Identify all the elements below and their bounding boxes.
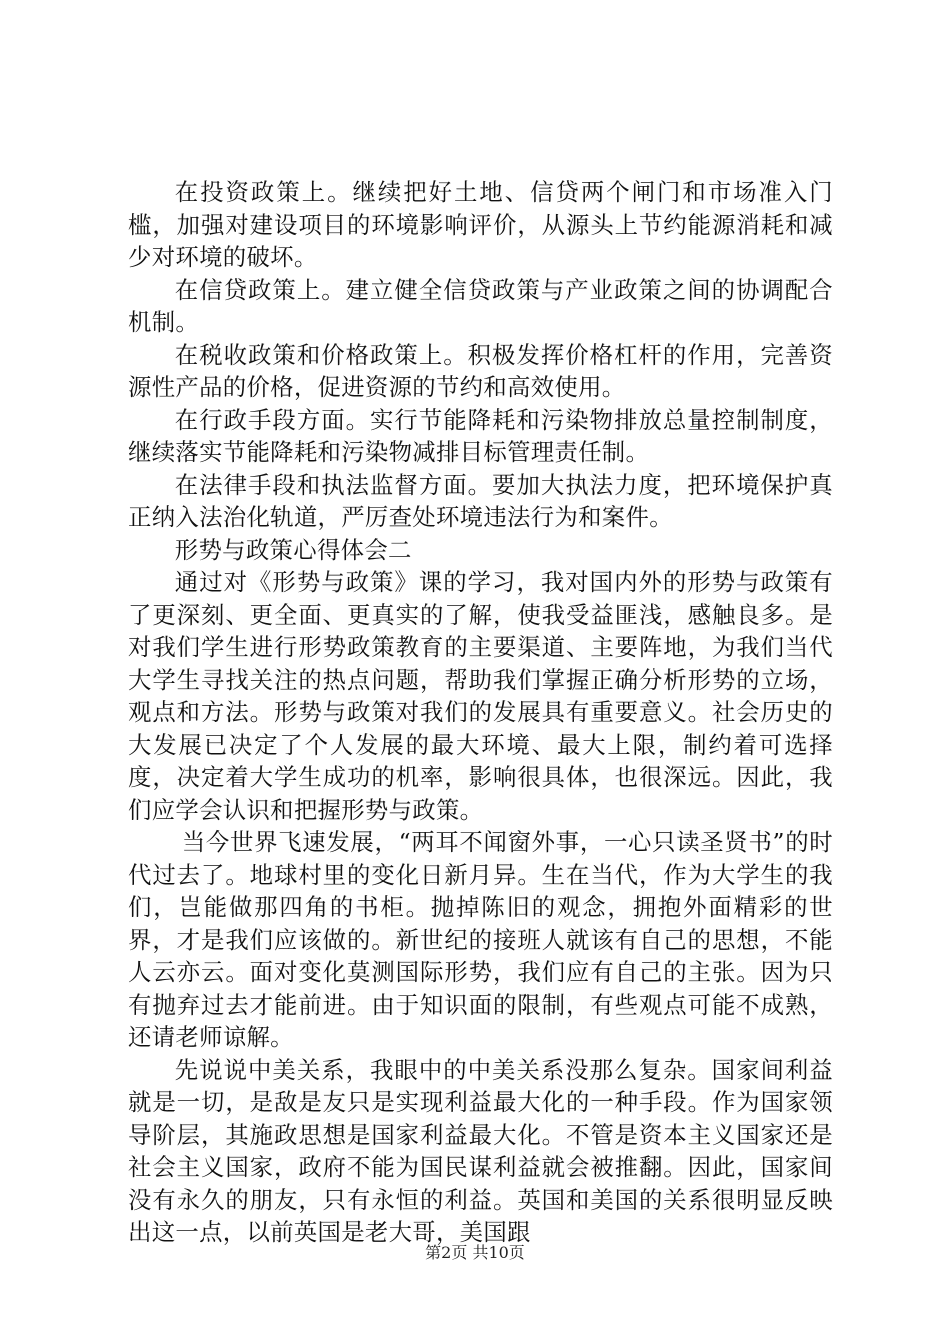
paragraph-tax-price-policy: 在税收政策和价格政策上。积极发挥价格杠杆的作用，完善资源性产品的价格，促进资源的节约和高效使用。 [128,340,833,401]
paragraph-credit-policy: 在信贷政策上。建立健全信贷政策与产业政策之间的协调配合机制。 [128,275,833,336]
document-body [128,176,833,1249]
paragraph-course-study: 通过对《形势与政策》课的学习，我对国内外的形势与政策有了更深刻、更全面、更真实的了解，使我受益匪浅，感触良多。是对我们学生进行形势政策教育的主要渠道、主要阵地，为我们当代大学生寻找关注的热点问题，帮助我们掌握正确分析形势的立场，观点和方法。形势与政策对我们的发展具有重要意义。社会历史的大发展已决定了个人发展的最大环境、最大上限，制约着可选择度，决定着大学生成功的机率，影响很具体，也很深远。因此，我们应学会认识和把握形势与政策。 [128,568,833,824]
paragraph-sino-us-relations: 先说说中美关系，我眼中的中美关系没那么复杂。国家间利益就是一切，是敌是友只是实现利益最大化的一种手段。作为国家领导阶层，其施政思想是国家利益最大化。不管是资本主义国家还是社会主义国家，政府不能为国民谋利益就会被推翻。因此，国家间没有永久的朋友，只有永恒的利益。英国和美国的关系很明显反映出这一点，以前英国是老大哥，美国跟 [128,1055,833,1246]
paragraph-investment-policy: 在投资政策上。继续把好土地、信贷两个闸门和市场准入门槛，加强对建设项目的环境影响评价，从源头上节约能源消耗和减少对环境的破坏。 [128,178,833,271]
paragraph-world-development: 当今世界飞速发展，“两耳不闻窗外事，一心只读圣贤书”的时代过去了。地球村里的变化日新月异。生在当代，作为大学生的我们，岂能做那四角的书柜。抛掉陈旧的观念，拥抱外面精彩的世界，才是我们应该做的。新世纪的接班人就该有自己的思想，不能人云亦云。面对变化莫测国际形势，我们应有自己的主张。因为只有抛弃过去才能前进。由于知识面的限制，有些观点可能不成熟，还请老师谅解。 [128,828,833,1051]
paragraph-administrative-means: 在行政手段方面。实行节能降耗和污染物排放总量控制制度，继续落实节能降耗和污染物减排目标管理责任制。 [128,405,833,466]
paragraph-legal-means: 在法律手段和执法监督方面。要加大执法力度，把环境保护真正纳入法治化轨道，严厉查处环境违法行为和案件。 [128,470,833,531]
page-number-footer: 第2页 共10页 [425,1243,525,1262]
section-heading: 形势与政策心得体会二 [174,535,412,564]
